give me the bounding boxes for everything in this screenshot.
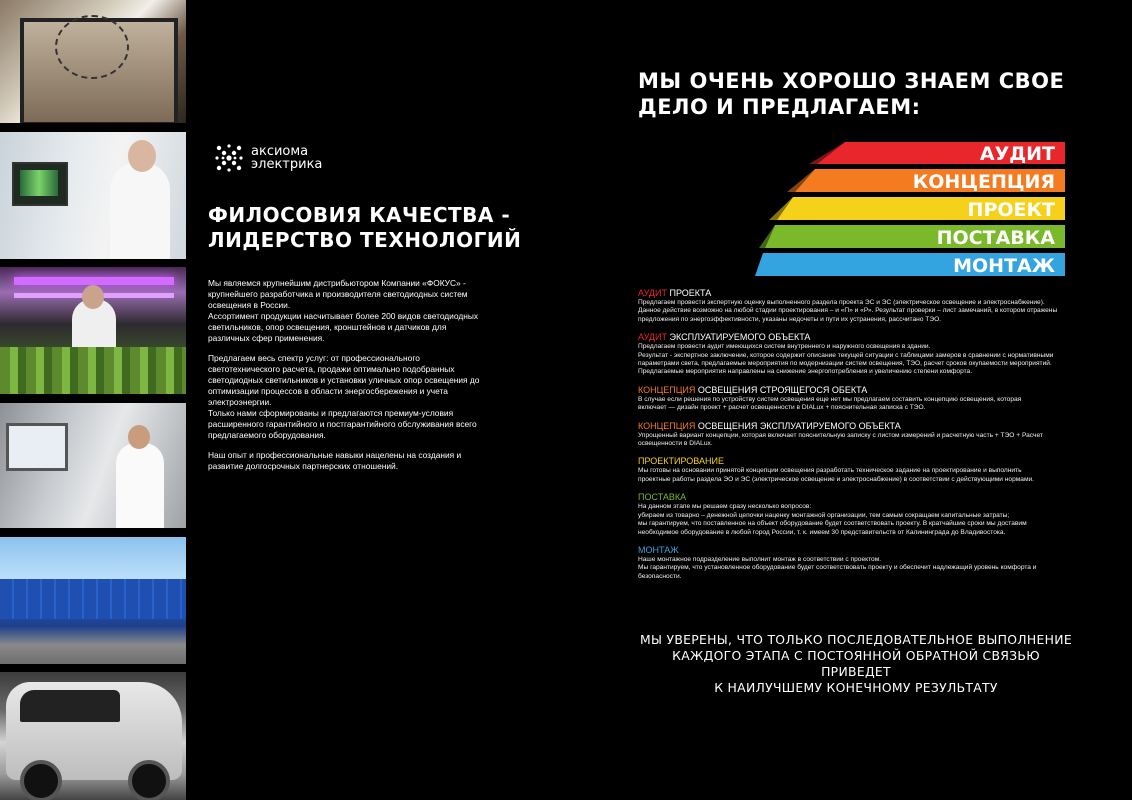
philosophy-title-line-1: ФИЛОСОВИЯ КАЧЕСТВА - [208,203,511,227]
scientist-head [82,285,104,309]
service-heading-rest: ОСВЕЩЕНИЯ ЭКСПЛУАТИРУЕМОГО ОБЪЕКТА [695,420,901,431]
service-heading-rest: ПРОЕКТА [666,288,712,298]
technician-figure [116,443,164,528]
storefront-logo-sign [55,15,129,79]
photo-lab-engineer [0,132,186,259]
paragraph-services: Предлагаем весь спектр услуг: от профессионального светотехнического расчета, продажи оптимально подобранных светодиодных светильников и установки уличных опор освещения до оптимизации процессов в области энергосбережения и учета электроэнергии. Только нами сформированы и предлагаются премиум-условия расширенного гарантийного и постгарантийного обслуживания всего предлагаемого оборудования. [208,353,480,440]
service-description: Предлагаем провести экспертную оценку выполненного раздела проекта ЭС и ЭС (электрическое освещение и электроснабжение). Данное действие возможно на любой стадии проектирования – и «П» и «Р». Результат проверки – лист замечаний, в котором отражены предложения по энергоэффективности, указаны недочеты и пути их устранения, рассчитано ТЭО. [638,299,1058,323]
photo-grow-lab [0,267,186,394]
monitor-shape [12,162,68,206]
company-description [208,278,508,481]
service-keyword: КОНЦЕПЦИЯ [638,420,696,431]
offer-title-line-1: МЫ ОЧЕНЬ ХОРОШО ЗНАЕМ СВОЕ [638,69,1065,93]
service-heading-rest: ЭКСПЛУАТИРУЕМОГО ОБЪЕКТА [666,332,811,343]
purple-lamp [14,277,174,285]
service-concept-new [638,385,1078,413]
service-heading-rest: ОСВЕЩЕНИЯ СТРОЯЩЕГОСЯ ОБЕКТА [695,384,868,395]
service-heading [638,421,1078,432]
philosophy-title-line-2: ЛИДЕРСТВО ТЕХНОЛОГИЙ [208,228,522,252]
brand-name [251,145,322,171]
service-keyword: АУДИТ [638,332,667,343]
van-wheel-rear [128,760,170,800]
van-wheel-front [20,760,62,800]
engineer-head [128,140,156,172]
pyramid-layer-1 [809,142,1065,165]
services-pyramid [755,140,1070,280]
offer-title-line-2: ДЕЛО И ПРЕДЛАГАЕМ: [638,95,921,119]
conclusion-statement: МЫ УВЕРЕНЫ, ЧТО ТОЛЬКО ПОСЛЕДОВАТЕЛЬНОЕ ВЫПОЛНЕНИЕ КАЖДОГО ЭТАПА С ПОСТОЯННОЙ ОБРАТНОЙ СВЯЗЬЮ ПРИВЕДЕТ К НАИЛУЧШЕМУ КОНЕЧНОМУ РЕЗУЛЬТАТУ [640,632,1072,695]
service-audit-project [638,288,1078,324]
photo-strip [0,0,186,800]
brand-line-2: электрика [251,157,323,172]
photo-service-van [0,672,186,800]
philosophy-title [208,203,528,253]
production-screen [6,423,68,471]
pyramid-layer-2 [787,169,1065,193]
pyramid-layer-5 [755,253,1065,277]
photo-warehouse [0,537,186,664]
service-heading [638,385,1078,396]
photo-storefront [0,0,186,123]
service-description: На данном этапе мы решаем сразу несколько вопросов: убираем из товарно – денежной цепочки наценку монтажной организации, тем самым сокращаем капитальные затраты; мы гарантируем, что поставленное на объект оборудование будет соответствовать проекту. В кратчайшие сроки мы доставим необходимое оборудование в любой город России, т. к. имеем 30 представительств от Калининграда до Владивостока. [638,503,1027,536]
engineer-figure [110,162,170,259]
service-keyword: АУДИТ [638,288,667,298]
service-heading [638,492,1078,503]
van-window [20,690,120,722]
service-installation [638,545,1078,581]
service-description: Наше монтажное подразделение выполнит монтаж в соответствии с проектом. Мы гарантируем, что установленное оборудование будет соответствовать проекту и обеспечит надлежащий уровень комфорта и безопасности. [638,555,1037,580]
pyramid-label-supply: ПОСТАВКА [936,227,1055,249]
service-heading [638,288,1078,299]
service-concept-operating [638,421,1078,449]
service-keyword: КОНЦЕПЦИЯ [638,384,696,395]
pyramid-label-audit: АУДИТ [979,143,1055,165]
pyramid-label-project: ПРОЕКТ [967,199,1055,221]
service-description: Мы готовы на основании принятой концепции освещения разработать техническое задание на проектирование и выполнить проектные работы раздела ЭО и ЭС (электрическое освещение и электроснабжение) в соответствии с действующими нормами. [638,467,1035,483]
axioma-dots-logo-icon [213,142,245,174]
brand-logo [213,142,322,174]
services-list [638,288,1078,589]
brand-line-1: аксиома [251,144,309,159]
service-supply [638,492,1078,537]
service-keyword: ПОСТАВКА [638,492,687,503]
service-heading [638,456,1078,467]
service-keyword: ПРОЕКТИРОВАНИЕ [638,456,724,467]
service-description: Предлагаем провести аудит имеющихся систем внутреннего и наружного освещения в здании. Результат - экспертное заключение, которое содержит описание текущей ситуации с таблицами замеров в сравнении с нормативными параметрами света, предлагаемые мероприятия по модернизации систем освещения, ТЭО, расчет сроков окупаемости мероприятий. Предлагаемые мероприятия направлены на снижение энергопотребления и увеличению степени комфорта. [638,343,1054,376]
photo-production [0,403,186,528]
service-heading [638,545,1078,556]
technician-head [128,425,150,449]
service-description: В случае если решения по устройству систем освещения еще нет мы предлагаем составить концепцию освещения, которая включает — дизайн проект + расчет освещенности в DIALux + пояснительная записка с ТЭО. [638,395,1022,412]
pyramid-label-concept: КОНЦЕПЦИЯ [912,171,1055,193]
pyramid-label-install: МОНТАЖ [953,255,1055,277]
service-audit-operating [638,332,1078,377]
paragraph-experience: Наш опыт и профессиональные навыки нацелены на создания и развитие долгосрочных партнерских отношений. [208,450,462,471]
offer-title [638,68,1078,120]
pyramid-layer-3 [769,197,1065,221]
service-keyword: МОНТАЖ [638,544,679,555]
service-design [638,456,1078,484]
service-heading [638,332,1078,343]
blue-building [0,579,186,619]
plants [0,347,186,394]
pyramid-layer-4 [759,225,1065,249]
paragraph-about: Мы являемся крупнейшим дистрибьютором Компании «ФОКУС» - крупнейшего разработчика и производителя светодиодных систем освещения в России. Ассортимент продукции насчитывает более 200 видов светодиодных светильников, опор освещения, кронштейнов и датчиков для различных сфер применения. [208,278,479,343]
service-description: Упрощенный вариант концепции, которая включает пояснительную записку с листом измерений и расчетную часть + ТЭО + Расчет освещенности в DIALux. [638,431,1043,448]
